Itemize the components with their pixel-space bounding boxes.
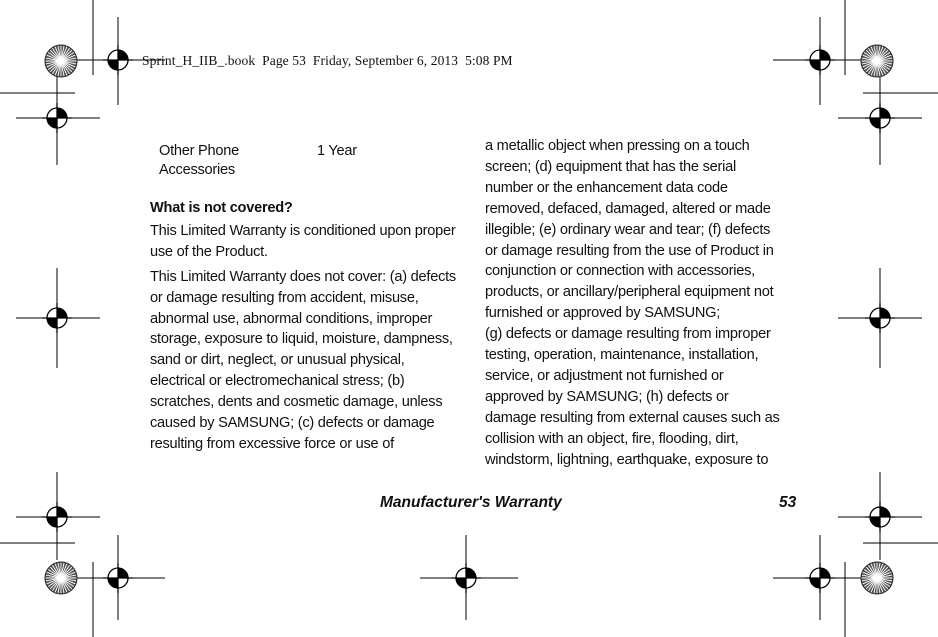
text-line: approved by SAMSUNG; (h) defects or bbox=[485, 388, 729, 405]
text-line: screen; (d) equipment that has the serial bbox=[485, 158, 736, 175]
footer-section-title: Manufacturer's Warranty bbox=[380, 494, 562, 511]
text-line: removed, defaced, damaged, altered or made bbox=[485, 200, 771, 217]
section-heading: What is not covered? bbox=[150, 200, 293, 216]
page-number: 53 bbox=[779, 494, 797, 511]
text-line: number or the enhancement data code bbox=[485, 179, 728, 196]
text-line: conjunction or connection with accessories, bbox=[485, 263, 755, 280]
text-line: (g) defects or damage resulting from improper bbox=[485, 326, 771, 343]
text-line: damage resulting from external causes such as bbox=[485, 409, 780, 426]
text-line: collision with an object, fire, flooding, dirt, bbox=[485, 430, 739, 447]
text-line: testing, operation, maintenance, installation, bbox=[485, 347, 759, 364]
text-line: a metallic object when pressing on a touch bbox=[485, 138, 750, 154]
paragraph-conditions: This Limited Warranty is conditioned upon proper use of the Product. bbox=[150, 222, 456, 260]
text-line: products, or ancillary/peripheral equipment not bbox=[485, 284, 774, 301]
text-line: or damage resulting from the use of Product in bbox=[485, 242, 774, 259]
text-line: furnished or approved by SAMSUNG; bbox=[485, 305, 721, 322]
left-column bbox=[150, 141, 462, 459]
text-line: service, or adjustment not furnished or bbox=[485, 367, 724, 384]
text-line: windstorm, lightning, earthquake, exposure to bbox=[485, 451, 769, 468]
table-item-cell: Other Phone Accessories bbox=[159, 143, 240, 178]
text-line: illegible; (e) ordinary wear and tear; (f) defects bbox=[485, 221, 771, 238]
paragraph-not-covered: This Limited Warranty does not cover: (a) defects or damage resulting from accident, misuse, abnormal use, abnormal conditions, improper storage, exposure to liquid, moisture, dampness, sand or dirt, neglect, or unusual physical, electrical or electromechanical stress; (b) scratches, dents and cosmetic damage, unless caused by SAMSUNG; (c) defects or damage resulting from excessive force or use of bbox=[150, 268, 456, 452]
warranty-table-row bbox=[150, 141, 462, 186]
book-info-header: Sprint_H_IIB_.book Page 53 Friday, September 6, 2013 5:08 PM bbox=[142, 53, 513, 68]
table-term-cell: 1 Year bbox=[317, 143, 357, 159]
right-column bbox=[485, 136, 803, 471]
